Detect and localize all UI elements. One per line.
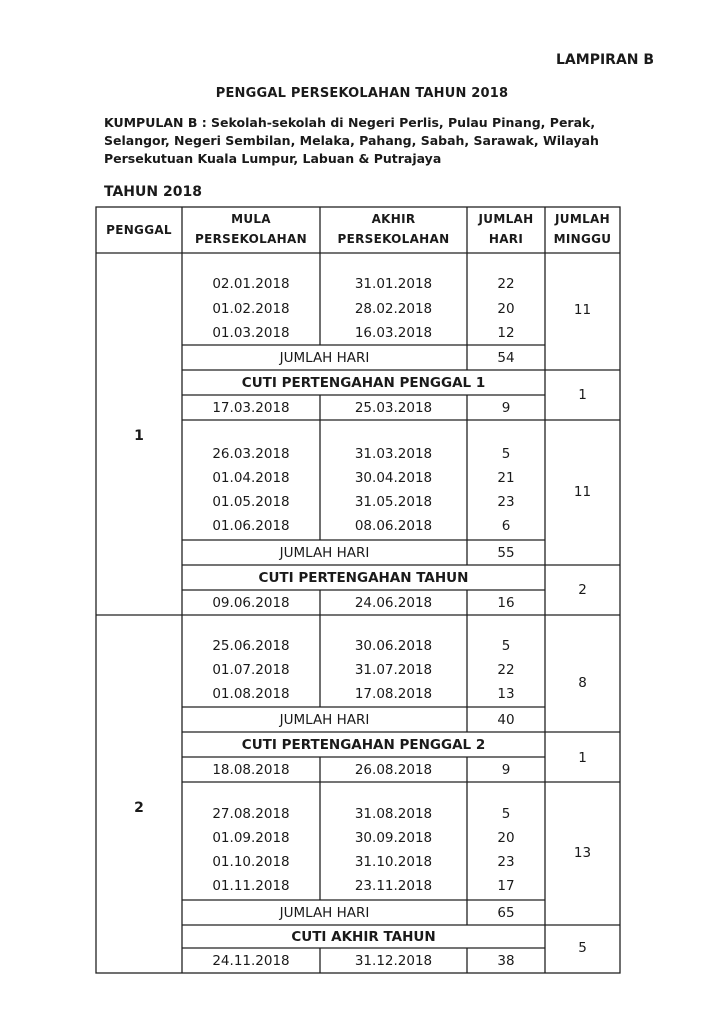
table-row-akhir: 30.06.2018: [354, 638, 433, 654]
jumlah-minggu-value: 2: [578, 582, 587, 598]
table-row-mula: 01.06.2018: [212, 518, 290, 534]
table-row-mula: 01.05.2018: [212, 494, 290, 510]
table-row-hari: 9: [501, 400, 511, 416]
header-jumlah-minggu-line2: MINGGU: [553, 232, 612, 246]
cuti-pertengahan-penggal-1-label: CUTI PERTENGAHAN PENGGAL 1: [241, 375, 486, 391]
table-row-hari: 13: [497, 686, 515, 702]
jumlah-minggu-value: 8: [578, 675, 587, 691]
header-mula-line1: MULA: [231, 212, 271, 226]
table-row-akhir: 28.02.2018: [354, 301, 433, 317]
lampiran-label: LAMPIRAN B: [556, 52, 655, 68]
table-row-akhir: 31.10.2018: [354, 854, 433, 870]
table-row-hari: 16: [497, 595, 515, 611]
table-row-mula: 01.03.2018: [212, 325, 290, 341]
table-row-mula: 01.04.2018: [212, 470, 290, 486]
table-row-akhir: 16.03.2018: [354, 325, 433, 341]
table-row-mula: 01.11.2018: [212, 878, 290, 894]
table-row-hari: 22: [497, 662, 515, 678]
table-row-hari: 21: [497, 470, 515, 486]
jumlah-hari-total: 40: [497, 712, 515, 728]
table-row-akhir: 26.08.2018: [354, 762, 433, 778]
table-row-mula: 27.08.2018: [212, 806, 290, 822]
table-row-mula: 01.02.2018: [212, 301, 290, 317]
table-row-mula: 09.06.2018: [212, 595, 290, 611]
cuti-pertengahan-tahun-label: CUTI PERTENGAHAN TAHUN: [258, 570, 469, 586]
table-row-hari: 5: [501, 638, 511, 654]
table-row-akhir: 31.03.2018: [354, 446, 433, 462]
jumlah-hari-total: 54: [497, 350, 515, 366]
table-row-mula: 18.08.2018: [212, 762, 290, 778]
jumlah-minggu-value: 11: [573, 484, 592, 500]
table-row-akhir: 23.11.2018: [354, 878, 433, 894]
table-row-hari: 12: [497, 325, 515, 341]
table-row-hari: 23: [497, 854, 515, 870]
table-row-mula: 01.09.2018: [212, 830, 290, 846]
table-row-hari: 5: [501, 446, 511, 462]
table-row-akhir: 31.08.2018: [354, 806, 433, 822]
header-penggal: PENGGAL: [106, 223, 172, 237]
table-row-mula: 26.03.2018: [212, 446, 290, 462]
cuti-akhir-tahun-label: CUTI AKHIR TAHUN: [291, 929, 436, 945]
jumlah-hari-label: JUMLAH HARI: [279, 545, 370, 561]
table-row-mula: 24.11.2018: [212, 953, 290, 969]
table-row-akhir: 31.01.2018: [354, 276, 433, 292]
table-row-hari: 6: [501, 518, 511, 534]
cuti-pertengahan-penggal-2-label: CUTI PERTENGAHAN PENGGAL 2: [241, 737, 486, 753]
table-row-hari: 17: [497, 878, 515, 894]
table-row-akhir: 17.08.2018: [354, 686, 433, 702]
table-row-hari: 9: [501, 762, 511, 778]
jumlah-hari-label: JUMLAH HARI: [279, 350, 370, 366]
penggal-1-label: 1: [134, 428, 144, 444]
document-title: PENGGAL PERSEKOLAHAN TAHUN 2018: [215, 86, 509, 101]
table-row-hari: 22: [497, 276, 515, 292]
table-row-akhir: 25.03.2018: [354, 400, 433, 416]
jumlah-minggu-value: 13: [573, 845, 592, 861]
jumlah-minggu-value: 5: [578, 940, 587, 956]
jumlah-minggu-value: 1: [578, 387, 587, 403]
header-jumlah-hari-line2: HARI: [488, 232, 524, 246]
table-row-mula: 01.07.2018: [212, 662, 290, 678]
table-row-mula: 01.08.2018: [212, 686, 290, 702]
header-akhir-line2: PERSEKOLAHAN: [337, 232, 450, 246]
table-row-hari: 38: [497, 953, 515, 969]
header-akhir-line1: AKHIR: [371, 212, 416, 226]
jumlah-minggu-value: 1: [578, 750, 587, 766]
header-jumlah-minggu-line1: JUMLAH: [555, 212, 610, 226]
table-row-hari: 5: [501, 806, 511, 822]
table-row-akhir: 08.06.2018: [354, 518, 433, 534]
table-row-akhir: 31.05.2018: [354, 494, 433, 510]
table-row-akhir: 30.09.2018: [354, 830, 433, 846]
table-row-mula: 17.03.2018: [212, 400, 290, 416]
table-row-hari: 20: [497, 301, 515, 317]
jumlah-hari-total: 55: [497, 545, 515, 561]
table-row-akhir: 31.12.2018: [354, 953, 433, 969]
table-row-akhir: 31.07.2018: [354, 662, 433, 678]
penggal-2-label: 2: [134, 800, 144, 816]
jumlah-minggu-value: 11: [573, 302, 592, 318]
table-row-mula: 01.10.2018: [212, 854, 290, 870]
header-jumlah-hari-line1: JUMLAH: [478, 212, 534, 226]
table-row-akhir: 30.04.2018: [354, 470, 433, 486]
kumpulan-description: KUMPULAN B : Sekolah-sekolah di Negeri Perlis, Pulau Pinang, Perak, Selangor, Negeri Sembilan, Melaka, Pahang, Sabah, Sarawak, Wilayah Persekutuan Kuala Lumpur, Labuan & Putrajaya: [104, 115, 599, 166]
jumlah-hari-label: JUMLAH HARI: [279, 905, 370, 921]
table-row-hari: 20: [497, 830, 515, 846]
jumlah-hari-total: 65: [497, 905, 515, 921]
table-row-mula: 25.06.2018: [212, 638, 290, 654]
table-row-akhir: 24.06.2018: [354, 595, 433, 611]
header-mula-line2: PERSEKOLAHAN: [195, 232, 307, 246]
table-row-mula: 02.01.2018: [212, 276, 290, 292]
jumlah-hari-label: JUMLAH HARI: [279, 712, 370, 728]
tahun-label: TAHUN 2018: [104, 184, 202, 200]
table-row-hari: 23: [497, 494, 515, 510]
